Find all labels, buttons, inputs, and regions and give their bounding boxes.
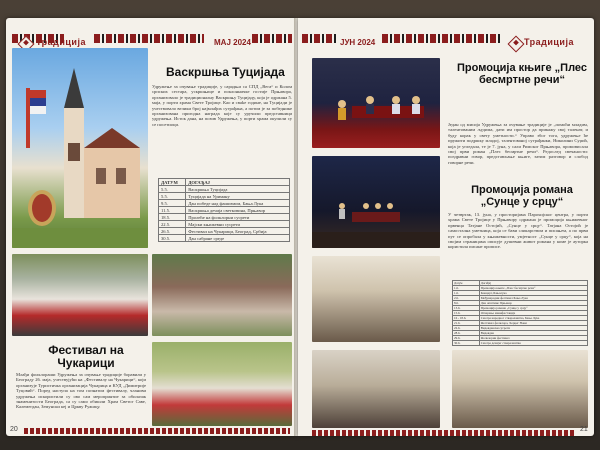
church-illustration: [12, 48, 148, 248]
table-cell: Дан сабране среде: [186, 235, 290, 242]
page-number: 20: [10, 426, 18, 433]
table-cell: Фолклорни фестивал: [479, 336, 587, 341]
table-row: [159, 214, 290, 221]
table-cell: 18.5.: [159, 214, 186, 221]
article2-text: У четвртак, 13. јуна, у просторијама Парохијског центра, у порти храма Свете Тројице у Прњавору одржана је промоција књижевног првенца Татјане Остојић, „Сунце у срцу“. Татјана Остојић је самостална уметница, која се бави сликарством и писањем, а по први пут се опробала у књижевности, умјетност „Сунце у срцу“, која на својим страницама описује душевни живот романа у коме је ауторка користила писане прописе.: [448, 212, 588, 250]
ornament-band: [94, 34, 204, 43]
seated-audience-photo: [312, 350, 440, 428]
stage-illustration: [312, 156, 440, 248]
table-cell: Васкршња дечија светковина, Прњавор: [186, 207, 290, 214]
table-cell: Фестивал на Чукарици, Београд, Србија: [186, 228, 290, 235]
table-cell: Међународни фестивал Бања Лука: [479, 296, 587, 301]
article2-title: Фестивал на Чукарици: [48, 343, 124, 371]
table-cell: 29.6.: [453, 336, 480, 341]
table-cell: 30.5.: [159, 235, 186, 242]
article1-title: Васкршња Туцијада: [166, 65, 285, 79]
article1-title: Промоција књиге „Плес бесмртне речи“: [457, 62, 587, 87]
table-cell: Промоција романа „Сунце у срцу“: [479, 306, 587, 311]
table-cell: 22.6.: [453, 326, 480, 331]
table-cell: Мајски књижевни сусрети: [186, 221, 290, 228]
bottom-ornament: [24, 428, 290, 434]
article2-title: Промоција романа „Сунце у срцу“: [471, 184, 573, 209]
table-cell: 9.5.: [159, 200, 186, 207]
table-cell: 26.5.: [159, 228, 186, 235]
table-row: [159, 193, 290, 200]
table-cell: Концерт, Бањалука: [479, 291, 587, 296]
table-cell: 1.6.: [453, 291, 480, 296]
table-row: [453, 341, 588, 346]
table-cell: 30.6.: [453, 341, 480, 346]
table-cell: Видовдан: [479, 331, 587, 336]
table-cell: 5.5.: [159, 186, 186, 193]
header-title: Традиција: [524, 37, 574, 47]
ornament-band: [252, 34, 292, 43]
table-cell: 16 - 18.6.: [453, 316, 480, 321]
table-cell: 11.5.: [159, 207, 186, 214]
table-header-row: [159, 179, 290, 186]
table-cell: 5.5.: [159, 193, 186, 200]
table-cell: Смотра дечијег стваралаштва: [479, 341, 587, 346]
table-header-cell: Датум: [453, 281, 480, 286]
table-row: [159, 235, 290, 242]
page-number: 21: [580, 426, 588, 433]
table-cell: 8.6.: [453, 301, 480, 306]
table-cell: Дан општине Прњавор: [479, 301, 587, 306]
bottom-ornament: [312, 430, 574, 436]
table-row: [159, 200, 290, 207]
table-header-cell: ДОГАЂАЈ: [186, 179, 290, 186]
table-header-cell: ДАТУМ: [159, 179, 186, 186]
dancers-photo: [152, 342, 292, 426]
table-row: [159, 186, 290, 193]
table-cell: 13.6.: [453, 306, 480, 311]
crowd-photo: [152, 254, 292, 336]
folk-group-photo: [12, 254, 148, 336]
panel-discussion-photo: [452, 350, 588, 428]
events-table: [158, 178, 290, 242]
book-promo-photo: [312, 58, 440, 148]
article2-text: Млађи фолклораши Удружења за очување традиције боравили у Београду 26. маја, учествујући на „Фестивалу на Чукарици“, који организује Туристичка организација Чукарица и КУД „Димитрије Туцовић“. Поред наступа на том познатом фестивалу, чланови удружења искористили су ово сам мероприятие за обилазак знаменитости Београда, са су само обишли Храм Светог Саве, Калемегдан, Земунски кеј и Цркву Ружицу.: [16, 372, 146, 410]
table-cell: 21.6.: [453, 321, 480, 326]
table-header-cell: Догађај: [479, 281, 587, 286]
header-month: ЈУН 2024: [340, 38, 376, 47]
left-page: [6, 18, 296, 436]
table-row: [159, 207, 290, 214]
table-cell: Туцијада на Уриману: [186, 193, 290, 200]
table-cell: 1.6.: [453, 286, 480, 291]
stage-illustration: [312, 58, 440, 148]
ornament-band: [382, 34, 502, 43]
table-row: [159, 221, 290, 228]
right-page: [298, 18, 594, 436]
table-cell: Васкршња Туцијада: [186, 186, 290, 193]
emblem-icon: [508, 36, 525, 53]
table-cell: 2.6.: [453, 296, 480, 301]
ornament-band: [302, 34, 338, 43]
church-photo: [12, 48, 148, 248]
table-cell: Фестивал фолклора, Херцег Нови: [479, 321, 587, 326]
header-title: Традиција: [36, 37, 86, 47]
table-row: [159, 228, 290, 235]
table-cell: 28.6.: [453, 331, 480, 336]
table-cell: Дан победе над фашизмом, Бања Лука: [186, 200, 290, 207]
events-table: [452, 280, 588, 346]
table-cell: Отварање манифестације: [479, 311, 587, 316]
table-cell: 22.5.: [159, 221, 186, 228]
article1-text: Удружење за очување традиције, у сарадњи са СПД „Вега“ и Колом српских сестара, ускршњице и поклонничке гостије Прњавора, организовало је традиционалну Васкршњу Туцијаду, која је одржана 5. маја, у порти храма Свете Тројице. Као и свake године, на Туцијади је учествовало велики број најмлађих суграђана, а потом је за победнике организована пригодна награда које су уручили представници удружења. Исток дана, на позив Удружења, у порти храма окупили су се посетиоци.: [152, 84, 292, 127]
novel-promo-stage-photo: [312, 156, 440, 248]
table-cell: Промоција књиге „Плес бесмртне речи“: [479, 286, 587, 291]
table-cell: Смотра народног стваралаштва, Бања Лука: [479, 316, 587, 321]
table-cell: Видовдански сусрети: [479, 326, 587, 331]
article1-text: Један од мисија Удружења за очување традиције је „помоћи младим, талентованим људима, дати им простор да прикажу свој таленат, и буду корак у свету уметности.“ Управо због тога, удружење ћe пружити подршку младој, талентованој суграђанки, Николини Суџић, која је угледала, те је 7. јуна, у сали Римског Прњавора, промовисала свој први роман „Плес бесмртне речи“. Редослед свечаности: поздравни говор, представљање књиге, затим разговор и слобод говорне речи.: [448, 122, 588, 165]
header-month: МАЈ 2024: [214, 38, 251, 47]
audience-hall-photo: [312, 256, 440, 342]
table-cell: 15.6.: [453, 311, 480, 316]
table-cell: Пролеће на фолклорни сусрети: [186, 214, 290, 221]
